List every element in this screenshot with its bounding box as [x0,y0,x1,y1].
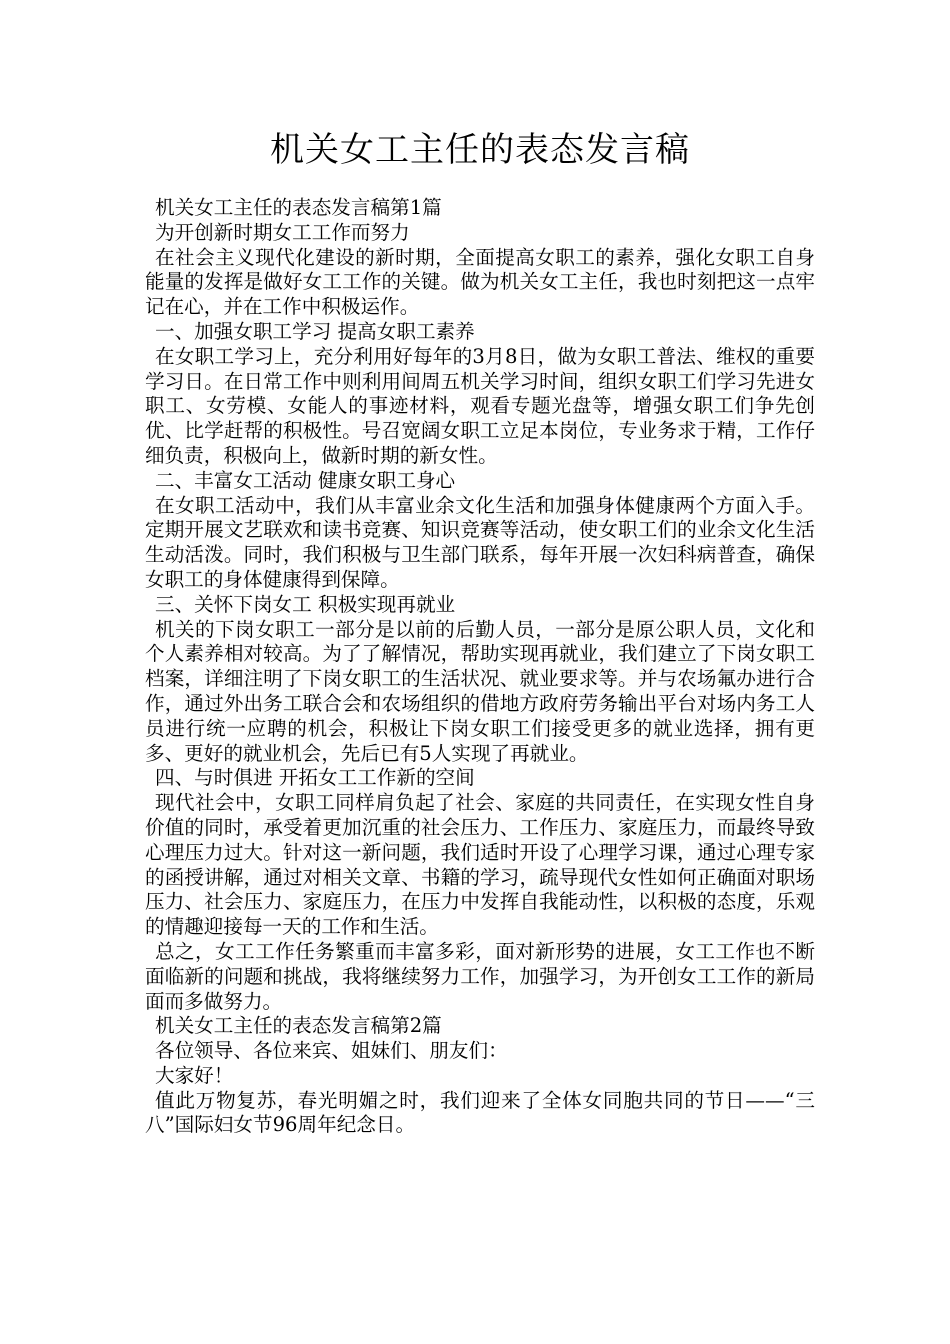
paragraph-heading-one: 一、加强女职工学习 提高女职工素养 [155,319,475,343]
paragraph-study: 在女职工学习上，充分利用好每年的3月8日，做为女职工普法、维权的重要学习日。在日常工作中则利用间周五机关学习时间，组织女职工们学习先进女职工、女劳模、女能人的事迹材料，观看专题光盘等，增强女职工们争先创优、比学赶帮的积极性。号召宽阔女职工立足本岗位，专业务求于精，工作仔细负责，积极向上，做新时期的新女性。 [145,344,815,467]
paragraph-greeting: 大家好！ [155,1063,234,1087]
paragraph-conclusion: 总之，女工工作任务繁重而丰富多彩，面对新形势的进展，女工工作也不断面临新的问题和挑战，我将继续努力工作，加强学习，为开创女工工作的新局面而多做努力。 [145,939,815,1013]
paragraph-psychology: 现代社会中，女职工同样肩负起了社会、家庭的共同责任，在实现女性自身价值的同时，承受着更加沉重的社会压力、工作压力、家庭压力，而最终导致心理压力过大。针对这一新问题，我们适时开设了心理学习课，通过心理专家的函授讲解，通过对相关文章、书籍的学习，疏导现代女性如何正确面对职场压力、社会压力、家庭压力，在压力中发挥自我能动性，以积极的态度，乐观的情趣迎接每一天的工作和生活。 [145,791,815,939]
paragraph-reemployment: 机关的下岗女职工一部分是以前的后勤人员，一部分是原公职人员，文化和个人素养相对较高。为了了解情况，帮助实现再就业，我们建立了下岗女职工档案，详细注明了下岗女职工的生活状况、就业要求等。并与农场氟办进行合作，通过外出务工联合会和农场组织的借地方政府劳务输出平台对场内务工人员进行统一应聘的机会，积极让下岗女职工们接受更多的就业选择，拥有更多、更好的就业机会，先后已有5人实现了再就业。 [145,617,815,765]
paragraph-section-heading-2: 机关女工主任的表态发言稿第2篇 [155,1014,442,1038]
paragraph-intro: 在社会主义现代化建设的新时期，全面提高女职工的素养，强化女职工自身能量的发挥是做好女工工作的关键。做为机关女工主任，我也时刻把这一点牢记在心，并在工作中积极运作。 [145,245,815,319]
paragraph-heading-two: 二、丰富女工活动 健康女职工身心 [155,468,456,492]
document-title: 机关女工主任的表态发言稿 [270,130,690,170]
paragraph-section-heading-1: 机关女工主任的表态发言稿第1篇 [155,196,442,219]
document-body [145,196,815,1138]
paragraph-opening: 值此万物复苏，春光明媚之时，我们迎来了全体女同胞共同的节日——“三八”国际妇女节96周年纪念日。 [145,1088,815,1137]
paragraph-heading-four: 四、与时俱进 开拓女工工作新的空间 [155,766,475,790]
paragraph-subtitle: 为开创新时期女工工作而努力 [155,220,410,244]
paragraph-activities: 在女职工活动中，我们从丰富业余文化生活和加强身体健康两个方面入手。定期开展文艺联欢和读书竞赛、知识竞赛等活动，使女职工们的业余文化生活生动活泼。同时，我们积极与卫生部门联系，每年开展一次妇科病普查，确保女职工的身体健康得到保障。 [145,493,815,591]
paragraph-heading-three: 三、关怀下岗女工 积极实现再就业 [155,592,456,616]
paragraph-salutation: 各位领导、各位来宾、姐妹们、朋友们： [155,1039,508,1063]
